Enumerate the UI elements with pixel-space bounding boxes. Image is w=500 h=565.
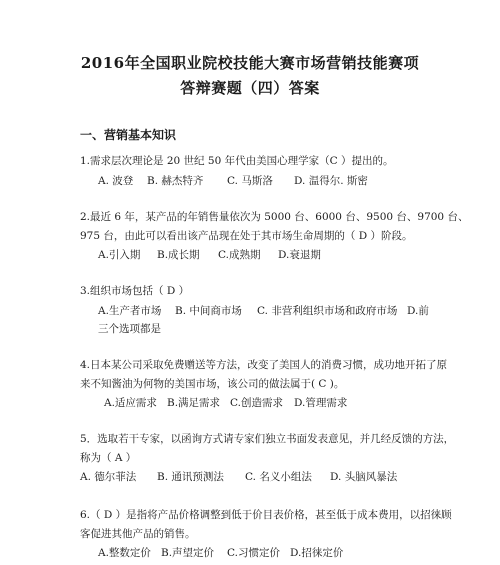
question-4-text-line-1: 4.日本某公司采取免费赠送等方法，改变了美国人的消费习惯，成功地开拓了原 xyxy=(80,359,448,371)
question-6-option-c: C.习惯定价 xyxy=(227,547,280,559)
question-5-text-line-2: 称为（ A ） xyxy=(80,452,137,464)
question-4-text-line-2: 来不知酱油为何物的美国市场，该公司的做法属于( C )。 xyxy=(80,378,345,390)
question-3-option-b: B. 中间商市场 xyxy=(175,305,242,317)
question-3-text: 3.组织市场包括（ D ） xyxy=(80,285,190,297)
question-5-option-b: B. 通讯预测法 xyxy=(157,471,224,483)
document-title-line-1: 2016年全国职业院校技能大赛市场营销技能赛项 xyxy=(80,54,420,72)
question-6-text-line-1: 6.（ D ）是指将产品价格调整到低于价目表价格，甚至低于成本费用，以招徕顾 xyxy=(80,509,452,521)
question-5-option-d: D. 头脑风暴法 xyxy=(330,471,398,483)
question-3-option-d: D.前 xyxy=(407,305,429,317)
section-heading: 一、营销基本知识 xyxy=(80,128,177,142)
question-3-option-a: A.生产者市场 xyxy=(98,305,162,317)
question-1-option-c: C. 马斯洛 xyxy=(227,175,273,187)
question-6-option-b: B.声望定价 xyxy=(161,547,215,559)
question-4-option-c: C.创造需求 xyxy=(230,397,283,409)
document-title-line-2: 答辩赛题（四）答案 xyxy=(180,79,320,97)
question-1-option-b: B. 赫杰特齐 xyxy=(147,175,204,187)
question-2-option-b: B.成长期 xyxy=(157,249,200,261)
question-1-option-d: D. 温得尔. 斯密 xyxy=(294,175,368,187)
question-5-option-a: A. 德尔菲法 xyxy=(80,471,137,483)
question-2-option-c: C.成熟期 xyxy=(218,249,261,261)
question-2-option-d: D.衰退期 xyxy=(278,249,321,261)
question-2-text-line-2: 975 台，由此可以看出该产品现在处于其市场生命周期的（ D ）阶段。 xyxy=(80,230,413,242)
question-2-option-a: A.引入期 xyxy=(98,249,141,261)
question-4-option-d: D.管理需求 xyxy=(294,397,348,409)
question-3-option-c: C. 非营利组织市场和政府市场 xyxy=(257,305,398,317)
question-4-option-b: B.满足需求 xyxy=(167,397,221,409)
question-1-option-a: A. 波登 xyxy=(98,175,134,187)
question-1-text: 1.需求层次理论是 20 世纪 50 年代由美国心理学家（C ）提出的。 xyxy=(80,155,394,167)
question-6-option-a: A.整数定价 xyxy=(98,547,151,559)
question-6-option-d: D.招徕定价 xyxy=(290,547,344,559)
question-5-text-line-1: 5．选取若干专家，以函询方式请专家们独立书面发表意见，并几经反馈的方法， xyxy=(80,433,455,445)
question-6-text-line-2: 客促进其他产品的销售。 xyxy=(80,528,196,540)
question-4-option-a: A.适应需求 xyxy=(104,397,157,409)
question-3-option-d-continued: 三个选项都是 xyxy=(98,323,161,335)
question-2-text-line-1: 2.最近 6 年，某产品的年销售量依次为 5000 台、6000 台、9500 台、9700 台、 xyxy=(80,211,469,223)
question-5-option-c: C. 名义小组法 xyxy=(245,471,312,483)
